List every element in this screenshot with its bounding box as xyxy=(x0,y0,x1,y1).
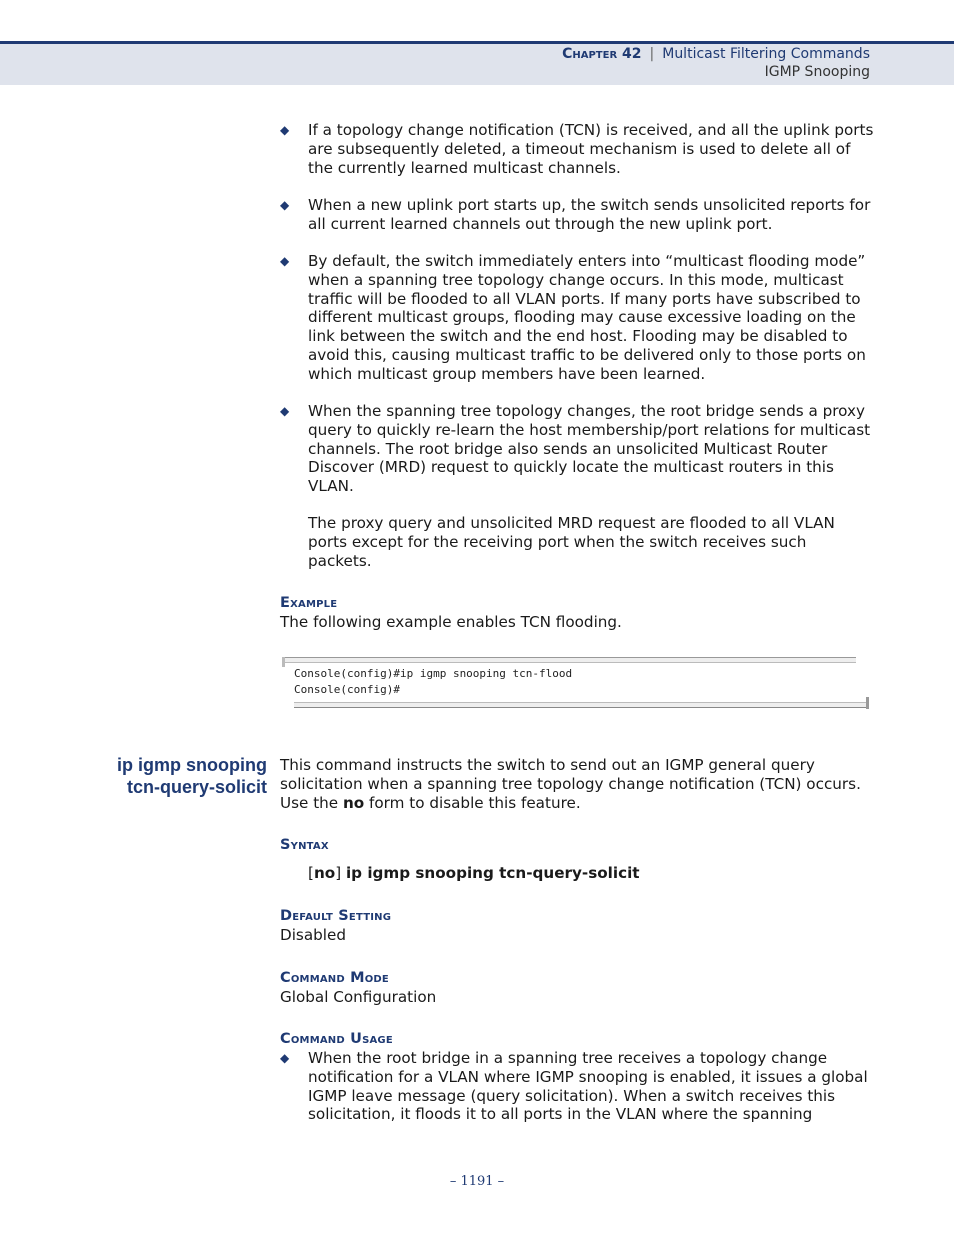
diamond-bullet-icon: ◆ xyxy=(280,1051,290,1065)
command-title xyxy=(117,754,267,798)
default-setting-heading: Default Setting xyxy=(280,908,392,924)
command-mode-value: Global Configuration xyxy=(280,988,437,1006)
example-heading: Example xyxy=(280,595,338,611)
bullet-paragraph: When a new uplink port starts up, the switch sends unsolicited reports for all current learned channels out through the new uplink port. xyxy=(308,196,871,233)
command-title-line2: tcn-query-solicit xyxy=(126,777,267,797)
running-header-section: IGMP Snooping xyxy=(764,64,870,80)
description-text: This command instructs the switch to send out an IGMP general query solicitation when a spanning tree topology change notification (TCN) occurs. Use the xyxy=(280,756,861,812)
command-usage-heading: Command Usage xyxy=(280,1031,393,1047)
bullet-followup-paragraph: The proxy query and unsolicited MRD request are flooded to all VLAN ports except for the receiving port when the switch receives such packets. xyxy=(308,514,835,570)
command-description xyxy=(280,756,874,812)
command-title-line1: ip igmp snooping xyxy=(117,755,267,775)
command-mode-heading: Command Mode xyxy=(280,970,389,986)
example-text: The following example enables TCN flooding. xyxy=(280,613,622,631)
code-box-bottom-rule xyxy=(294,702,868,708)
diamond-bullet-icon: ◆ xyxy=(280,254,290,268)
diamond-bullet-icon: ◆ xyxy=(280,198,290,212)
code-example: Console(config)#ip igmp snooping tcn-flood Console(config)# xyxy=(294,667,573,696)
syntax-line xyxy=(308,864,640,883)
chapter-title: Multicast Filtering Commands xyxy=(662,46,870,62)
diamond-bullet-icon: ◆ xyxy=(280,404,290,418)
code-box-right-edge xyxy=(866,697,869,709)
syntax-keyword-no: no xyxy=(313,864,336,882)
header-separator: | xyxy=(649,46,655,62)
syntax-bracket-open: [ xyxy=(308,864,314,882)
code-example-box xyxy=(282,657,868,709)
bullet-paragraph: When the spanning tree topology changes, the root bridge sends a proxy query to quickly re-learn the host membership/port relations for multicast channels. The root bridge also sends an unsolicited Multicast Router Discover (MRD) request to quickly locate the multicast routers in this VLAN. xyxy=(308,402,871,496)
description-text-end: form to disable this feature. xyxy=(364,793,581,812)
bullet-paragraph: If a topology change notification (TCN) is received, and all the uplink ports are subsequently deleted, a timeout mechanism is used to delete all of the currently learned multicast channels. xyxy=(308,121,874,177)
description-keyword-no: no xyxy=(342,793,365,812)
code-box-top-rule xyxy=(282,657,856,663)
syntax-command: ip igmp snooping tcn-query-solicit xyxy=(345,864,640,882)
bullet-paragraph: By default, the switch immediately enters into “multicast flooding mode” when a spanning tree topology change occurs. In this mode, multicast traffic will be flooded to all VLAN ports. If many ports have subscribed to different multicast groups, flooding may cause excessive loading on the link between the switch and the end host. Flooding may be disabled to avoid this, causing multicast traffic to be delivered only to those ports on which multicast group members have been learned. xyxy=(308,252,866,383)
chapter-number: Chapter 42 xyxy=(562,46,642,62)
running-header-chapter xyxy=(562,45,870,63)
syntax-heading: Syntax xyxy=(280,837,329,853)
diamond-bullet-icon: ◆ xyxy=(280,123,290,137)
usage-bullet-paragraph: When the root bridge in a spanning tree receives a topology change notification for a VLAN where IGMP snooping is enabled, it issues a global IGMP leave message (query solicitation). When a switch receives this solicitation, it floods it to all ports in the VLAN where the spanning xyxy=(308,1049,868,1124)
page-number: – 1191 – xyxy=(449,1174,505,1189)
default-setting-value: Disabled xyxy=(280,926,346,944)
header-rule xyxy=(0,41,954,44)
code-box-left-edge xyxy=(282,657,285,667)
syntax-bracket-close: ] xyxy=(335,864,346,882)
